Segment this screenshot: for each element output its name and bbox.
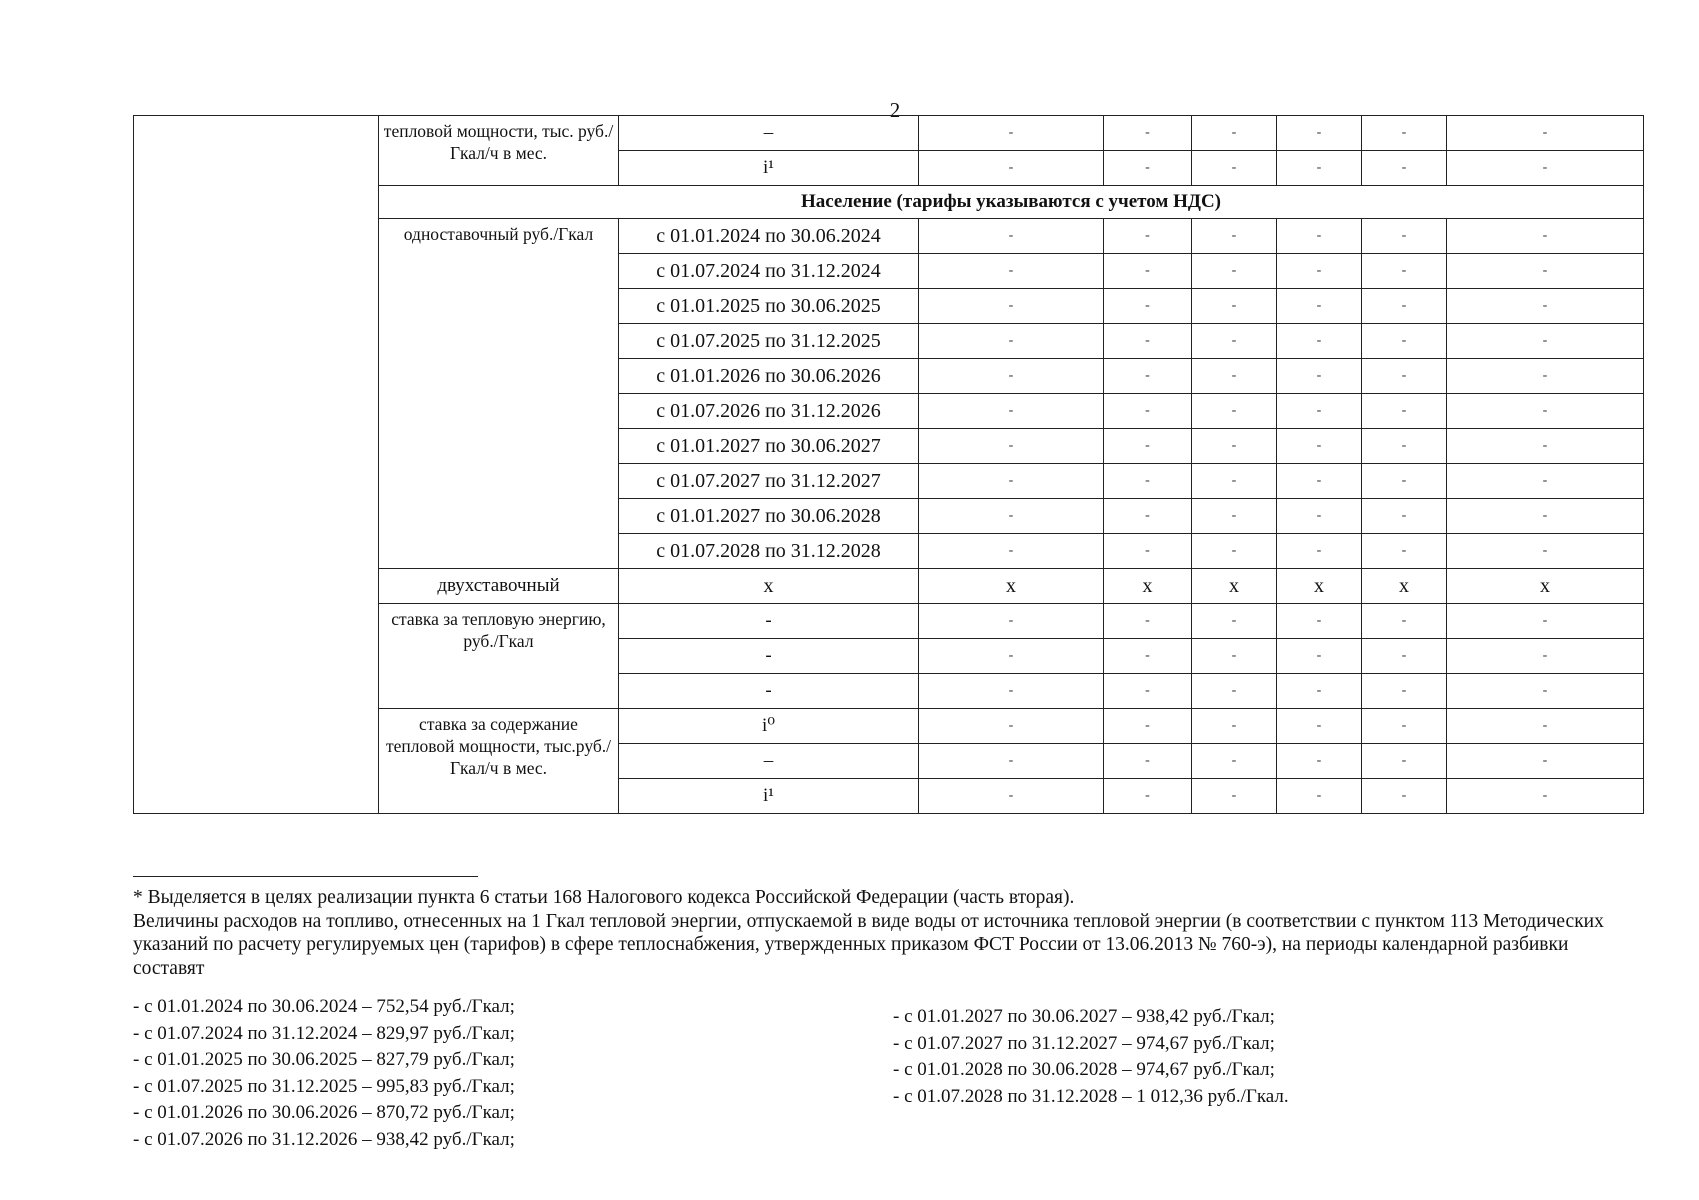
value-cell: -: [1192, 534, 1277, 569]
value-cell: -: [1277, 254, 1362, 289]
value-cell: -: [1104, 219, 1192, 254]
value-cell: -: [919, 709, 1104, 744]
value-cell: -: [1277, 359, 1362, 394]
value-cell: -: [1447, 709, 1644, 744]
value-cell: -: [919, 151, 1104, 186]
value-cell: -: [1447, 151, 1644, 186]
value-cell: -: [919, 779, 1104, 814]
value-cell: -: [1447, 394, 1644, 429]
value-cell: -: [1277, 744, 1362, 779]
value-cell: -: [919, 499, 1104, 534]
value-cell: -: [919, 674, 1104, 709]
x-mark-cell: х: [1277, 569, 1362, 604]
value-cell: -: [1277, 429, 1362, 464]
value-cell: -: [1104, 534, 1192, 569]
value-cell: -: [919, 219, 1104, 254]
value-cell: -: [1277, 324, 1362, 359]
value-cell: -: [1104, 359, 1192, 394]
value-cell: -: [1104, 429, 1192, 464]
value-cell: -: [1104, 151, 1192, 186]
value-cell: -: [1104, 499, 1192, 534]
tariff-table: [133, 115, 1644, 814]
value-cell: -: [1104, 604, 1192, 639]
value-cell: -: [1277, 779, 1362, 814]
value-cell: -: [1277, 604, 1362, 639]
value-cell: -: [1104, 639, 1192, 674]
value-cell: -: [1362, 289, 1447, 324]
value-cell: -: [1192, 254, 1277, 289]
value-cell: -: [1447, 359, 1644, 394]
value-cell: -: [919, 254, 1104, 289]
two-rate-label: двухставочный: [379, 569, 619, 604]
value-cell: -: [1104, 254, 1192, 289]
period-cell: с 01.07.2024 по 31.12.2024: [619, 254, 919, 289]
x-mark-cell: х: [1362, 569, 1447, 604]
period-cell: с 01.07.2026 по 31.12.2026: [619, 394, 919, 429]
fuel-cost-item: - с 01.07.2028 по 31.12.2028 – 1 012,36 руб./Гкал.: [893, 1085, 1289, 1107]
period-cell: с 01.01.2025 по 30.06.2025: [619, 289, 919, 324]
value-cell: -: [1362, 359, 1447, 394]
value-cell: -: [1104, 394, 1192, 429]
value-cell: i¹: [619, 151, 919, 186]
fuel-cost-item: - с 01.01.2026 по 30.06.2026 – 870,72 руб./Гкал;: [133, 1102, 515, 1123]
value-cell: -: [1447, 779, 1644, 814]
value-cell: -: [1362, 639, 1447, 674]
value-cell: -: [1192, 709, 1277, 744]
value-cell: -: [1192, 289, 1277, 324]
value-cell: -: [1447, 744, 1644, 779]
value-cell: -: [1362, 779, 1447, 814]
value-cell: -: [1192, 674, 1277, 709]
x-mark-cell: х: [1104, 569, 1192, 604]
capacity-label: тепловой мощности, тыс. руб./Гкал/ч в мес.: [379, 116, 619, 186]
value-cell: -: [919, 394, 1104, 429]
value-cell: -: [1277, 639, 1362, 674]
population-header: Население (тарифы указываются с учетом НДС): [379, 186, 1644, 219]
value-cell: -: [1277, 464, 1362, 499]
value-cell: -: [1447, 674, 1644, 709]
fuel-cost-item: - с 01.01.2027 по 30.06.2027 – 938,42 руб./Гкал;: [893, 1006, 1275, 1027]
value-cell: -: [1447, 429, 1644, 464]
value-cell: -: [1277, 116, 1362, 151]
value-cell: -: [1192, 151, 1277, 186]
footnote-vat-note: * Выделяется в целях реализации пункта 6 статьи 168 Налогового кодекса Российской Федерации (часть вторая).: [133, 887, 1075, 908]
value-cell: -: [1192, 359, 1277, 394]
value-cell: -: [1447, 464, 1644, 499]
value-cell: -: [1362, 324, 1447, 359]
value-cell: -: [1447, 604, 1644, 639]
value-cell: -: [1277, 709, 1362, 744]
value-cell: -: [1447, 289, 1644, 324]
value-cell: -: [1447, 219, 1644, 254]
value-cell: -: [1447, 324, 1644, 359]
value-cell: -: [1447, 639, 1644, 674]
fuel-costs-right-list: [893, 1004, 1289, 1110]
value-cell: -: [1362, 254, 1447, 289]
value-cell: -: [919, 116, 1104, 151]
value-cell: -: [1362, 744, 1447, 779]
value-cell: i⁰: [619, 709, 919, 744]
capacity-rate-label: ставка за содержание тепловой мощности, тыс.руб./Гкал/ч в мес.: [379, 709, 619, 814]
value-cell: -: [1104, 779, 1192, 814]
value-cell: -: [1192, 464, 1277, 499]
value-cell: -: [1447, 534, 1644, 569]
period-cell: с 01.07.2027 по 31.12.2027: [619, 464, 919, 499]
value-cell: -: [1192, 639, 1277, 674]
value-cell: -: [1277, 674, 1362, 709]
value-cell: -: [919, 604, 1104, 639]
value-cell: -: [1362, 604, 1447, 639]
fuel-cost-item: - с 01.07.2025 по 31.12.2025 – 995,83 руб./Гкал;: [133, 1075, 515, 1097]
fuel-cost-item: - с 01.01.2025 по 30.06.2025 – 827,79 руб./Гкал;: [133, 1049, 515, 1070]
value-cell: -: [919, 359, 1104, 394]
value-cell: -: [619, 604, 919, 639]
value-cell: -: [619, 639, 919, 674]
value-cell: -: [1362, 394, 1447, 429]
value-cell: -: [1362, 219, 1447, 254]
value-cell: -: [1104, 464, 1192, 499]
value-cell: -: [1447, 254, 1644, 289]
value-cell: -: [1277, 151, 1362, 186]
x-mark-cell: х: [919, 569, 1104, 604]
value-cell: -: [1362, 464, 1447, 499]
period-cell: с 01.01.2024 по 30.06.2024: [619, 219, 919, 254]
value-cell: -: [1362, 116, 1447, 151]
value-cell: -: [919, 534, 1104, 569]
value-cell: -: [1192, 394, 1277, 429]
footnote-separator: [133, 876, 478, 877]
value-cell: -: [1104, 674, 1192, 709]
value-cell: -: [1362, 499, 1447, 534]
fuel-cost-item: - с 01.07.2026 по 31.12.2026 – 938,42 руб./Гкал;: [133, 1128, 515, 1150]
value-cell: -: [1277, 394, 1362, 429]
value-cell: -: [1192, 779, 1277, 814]
period-cell: с 01.01.2026 по 30.06.2026: [619, 359, 919, 394]
value-cell: -: [1192, 744, 1277, 779]
value-cell: -: [1362, 151, 1447, 186]
value-cell: -: [919, 324, 1104, 359]
x-mark-cell: х: [1192, 569, 1277, 604]
value-cell: -: [1277, 289, 1362, 324]
value-cell: -: [1277, 219, 1362, 254]
value-cell: -: [1277, 534, 1362, 569]
value-cell: -: [1104, 709, 1192, 744]
value-cell: i¹: [619, 779, 919, 814]
value-cell: -: [1104, 116, 1192, 151]
value-cell: -: [1277, 499, 1362, 534]
energy-rate-label: ставка за тепловую энергию, руб./Гкал: [379, 604, 619, 709]
value-cell: -: [1447, 499, 1644, 534]
value-cell: -: [1192, 219, 1277, 254]
fuel-cost-item: - с 01.07.2027 по 31.12.2027 – 974,67 руб./Гкал;: [893, 1032, 1275, 1054]
blank-region-cell: [134, 116, 379, 814]
value-cell: -: [1104, 744, 1192, 779]
value-cell: -: [1192, 499, 1277, 534]
page-number: 2: [889, 98, 901, 122]
fuel-cost-item: - с 01.07.2024 по 31.12.2024 – 829,97 руб./Гкал;: [133, 1022, 515, 1044]
value-cell: -: [1192, 429, 1277, 464]
value-cell: -: [619, 674, 919, 709]
value-cell: –: [619, 116, 919, 151]
value-cell: -: [919, 744, 1104, 779]
value-cell: -: [1447, 116, 1644, 151]
footnote: [133, 886, 1633, 980]
value-cell: -: [1104, 324, 1192, 359]
value-cell: -: [1192, 604, 1277, 639]
period-cell: с 01.01.2027 по 30.06.2028: [619, 499, 919, 534]
fuel-costs-left-list: [133, 994, 515, 1153]
single-rate-label: одноставочный руб./Гкал: [379, 219, 619, 569]
fuel-cost-item: - с 01.01.2028 по 30.06.2028 – 974,67 руб./Гкал;: [893, 1059, 1275, 1080]
value-cell: -: [1362, 534, 1447, 569]
value-cell: -: [1362, 429, 1447, 464]
value-cell: -: [1362, 709, 1447, 744]
value-cell: -: [1362, 674, 1447, 709]
x-mark-cell: х: [1447, 569, 1644, 604]
value-cell: -: [1192, 116, 1277, 151]
value-cell: -: [919, 464, 1104, 499]
value-cell: -: [1192, 324, 1277, 359]
value-cell: -: [919, 429, 1104, 464]
value-cell: –: [619, 744, 919, 779]
value-cell: -: [919, 289, 1104, 324]
value-cell: -: [1104, 289, 1192, 324]
fuel-cost-item: - с 01.01.2024 по 30.06.2024 – 752,54 руб./Гкал;: [133, 996, 515, 1017]
x-mark-cell: х: [619, 569, 919, 604]
period-cell: с 01.07.2025 по 31.12.2025: [619, 324, 919, 359]
period-cell: с 01.07.2028 по 31.12.2028: [619, 534, 919, 569]
period-cell: с 01.01.2027 по 30.06.2027: [619, 429, 919, 464]
value-cell: -: [919, 639, 1104, 674]
table-row: [134, 116, 1644, 151]
footnote-fuel-costs: Величины расходов на топливо, отнесенных на 1 Гкал тепловой энергии, отпускаемой в виде воды от источника тепловой энергии (в соответствии с пунктом 113 Методических указаний по расчету регулируемых цен (тарифов) в сфере теплоснабжения, утвержденных приказом ФСТ России от 13.06.2013 № 760-э), на периоды календарной разбивки составят: [133, 910, 1604, 979]
